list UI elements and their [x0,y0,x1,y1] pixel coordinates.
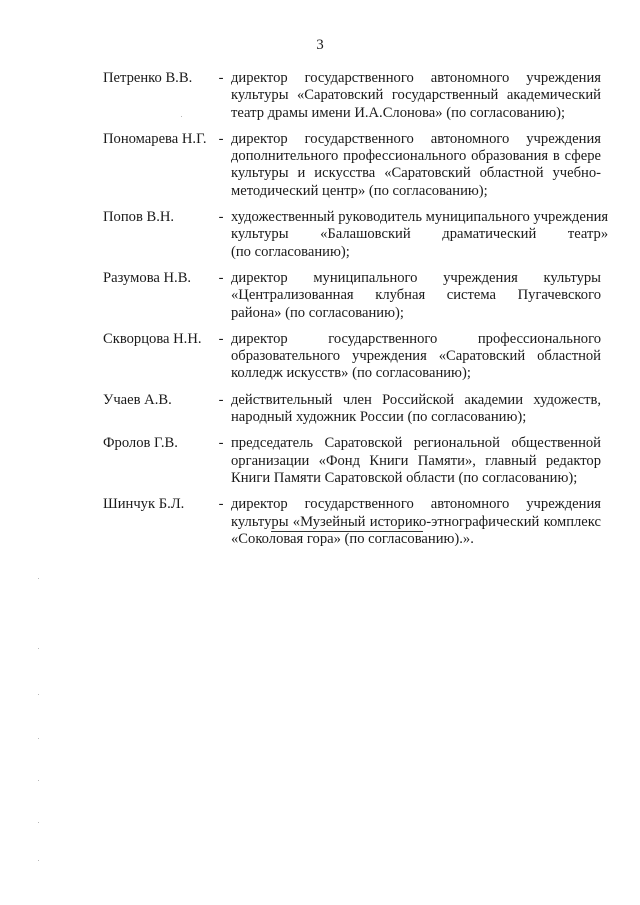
description-line: культуры и искусства «Саратовский областной учебно- [231,165,601,182]
description-line: председатель Саратовской региональной общественной [231,435,601,452]
dash-separator: - [218,435,224,452]
member-name: Петренко В.В. [103,70,193,86]
description-line: «Централизованная клубная система Пугачевского [231,287,601,304]
description-line: методический центр» (по согласованию); [231,182,488,199]
member-description [231,70,601,122]
member-name: Шинчук Б.Л. [103,496,185,513]
member-description [231,270,601,322]
scan-speck [38,780,39,781]
description-line: Книги Памяти Саратовской области (по согласованию); [231,469,578,486]
member-name: Скворцова Н.Н. [103,330,202,347]
member-name: Фролов Г.В. [103,435,178,452]
page-number: 3 [316,37,324,53]
description-line: художественный руководитель муниципального учреждения [231,209,609,226]
dash-separator: - [218,269,224,286]
scan-speck [38,648,39,649]
description-line: действительный член Российской академии художеств, [231,391,601,408]
member-name: Разумова Н.В. [103,269,192,286]
description-line: организации «Фонд Книги Памяти», главный редактор [231,452,601,469]
list-item [103,270,601,322]
dash-separator: - [218,391,224,408]
list-item [103,70,601,122]
list-item [103,131,601,200]
member-description [231,209,608,261]
scan-speck [38,860,39,861]
description-line: директор государственного автономного учреждения [231,130,601,147]
description-line: культуры «Музейный историко-этнографический комплекс [231,513,601,530]
scan-speck [38,578,39,579]
member-description [231,392,601,427]
scan-speck [38,738,39,739]
list-item [103,435,601,487]
description-line: образовательного учреждения «Саратовский областной [231,348,601,365]
member-description [231,131,601,200]
description-line: (по согласованию); [231,243,350,260]
scan-speck [181,116,182,117]
closing-rule [271,531,423,532]
member-description [231,435,601,487]
description-line: народный художник России (по согласованию); [231,409,527,426]
dash-separator: - [218,209,224,226]
description-line: культуры «Балашовский драматический театр» [231,226,609,243]
description-line: директор государственного профессионального [231,330,601,347]
description-line: дополнительного профессионального образования в сфере [231,148,601,165]
dash-separator: - [218,70,224,86]
description-line: «Соколовая гора» (по согласованию).». [231,530,474,547]
dash-separator: - [218,330,224,347]
member-description [231,496,601,548]
member-description [231,331,601,383]
description-line: культуры «Саратовский государственный академический [231,87,601,104]
member-name: Попов В.Н. [103,209,175,226]
description-line: директор государственного автономного учреждения [231,496,601,513]
list-item [103,496,601,548]
list-item [103,209,609,261]
description-line: театр драмы имени И.А.Слонова» (по согласованию); [231,104,566,121]
member-name: Пономарева Н.Г. [103,130,207,147]
description-line: колледж искусств» (по согласованию); [231,365,471,382]
dash-separator: - [218,130,224,147]
dash-separator: - [218,496,224,513]
scan-speck [38,694,39,695]
description-line: района» (по согласованию); [231,304,404,321]
list-item [103,392,601,427]
description-line: директор муниципального учреждения культуры [231,269,601,286]
list-item [103,331,601,383]
description-line: директор государственного автономного учреждения [231,70,601,86]
member-name: Учаев А.В. [103,391,172,408]
member-list [103,70,609,557]
scan-speck [38,822,39,823]
